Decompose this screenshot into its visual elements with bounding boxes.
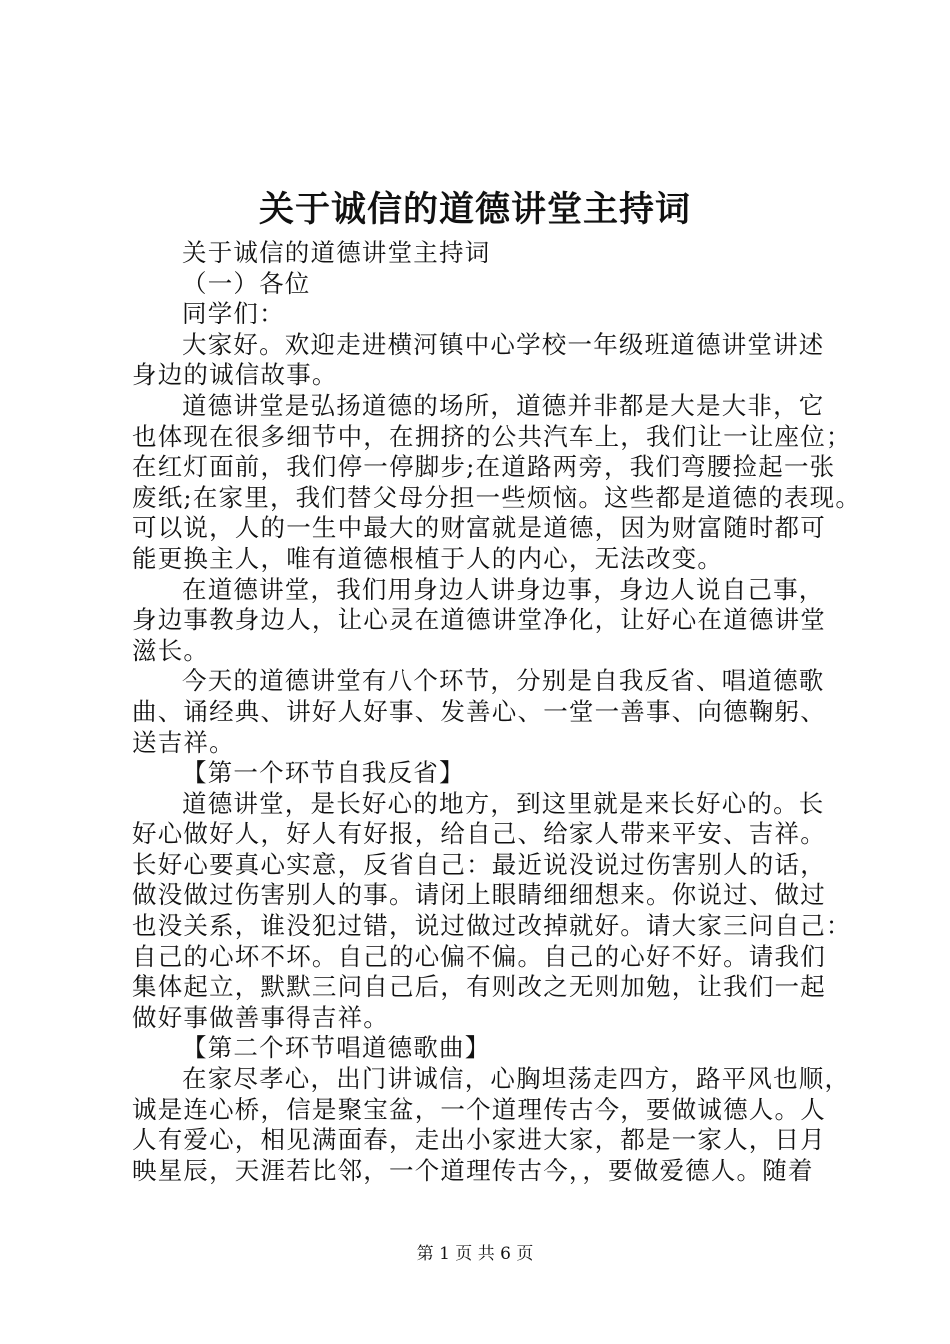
document-body — [132, 238, 862, 1186]
body-line: 诚是连心桥，信是聚宝盆，一个道理传古今，要做诚德人。人 — [132, 1094, 826, 1124]
body-line: 【第二个环节唱道德歌曲】 — [182, 1033, 491, 1063]
body-line: 能更换主人，唯有道德根植于人的内心，无法改变。 — [132, 543, 724, 573]
body-line: 关于诚信的道德讲堂主持词 — [182, 238, 491, 267]
body-line: 道德讲堂是弘扬道德的场所，道德并非都是大是大非，它 — [182, 390, 825, 420]
body-line: 也没关系，谁没犯过错，说过做过改掉就好。请大家三问自己： — [132, 911, 852, 941]
body-line: （一）各位 — [182, 268, 311, 298]
body-line: 在红灯面前，我们停一停脚步;在道路两旁，我们弯腰捡起一张 — [132, 452, 836, 482]
body-line: 在道德讲堂，我们用身边人讲身边事，身边人说自己事， — [182, 574, 825, 604]
body-line: 大家好。欢迎走进横河镇中心学校一年级班道德讲堂讲述 — [182, 329, 825, 359]
body-line: 集体起立，默默三问自己后，有则改之无则加勉，让我们一起 — [132, 972, 826, 1002]
page-footer: 第 1 页 共 6 页 — [416, 1244, 534, 1264]
body-line: 在家尽孝心，出门讲诚信，心胸坦荡走四方，路平风也顺， — [182, 1064, 851, 1094]
body-line: 道德讲堂，是长好心的地方，到这里就是来长好心的。长 — [182, 788, 825, 818]
body-line: 做好事做善事得吉祥。 — [132, 1002, 389, 1032]
body-line: 今天的道德讲堂有八个环节，分别是自我反省、唱道德歌 — [182, 666, 825, 696]
body-line: 人有爱心，相见满面春，走出小家进大家，都是一家人，日月 — [132, 1125, 826, 1155]
body-line: 同学们： — [182, 299, 285, 329]
body-line: 长好心要真心实意，反省自己：最近说没说过伤害别人的话， — [132, 849, 826, 879]
body-line: 曲、诵经典、讲好人好事、发善心、一堂一善事、向德鞠躬、 — [132, 696, 826, 726]
body-line: 好心做好人，好人有好报，给自己、给家人带来平安、吉祥。 — [132, 819, 826, 849]
body-line: 也体现在很多细节中，在拥挤的公共汽车上，我们让一让座位； — [132, 421, 852, 451]
body-line: 废纸;在家里，我们替父母分担一些烦恼。这些都是道德的表现。 — [132, 482, 862, 512]
body-line: 可以说，人的一生中最大的财富就是道德，因为财富随时都可 — [132, 513, 826, 543]
body-line: 身边的诚信故事。 — [132, 360, 338, 390]
document-title: 关于诚信的道德讲堂主持词 — [258, 189, 691, 230]
body-line: 身边事教身边人，让心灵在道德讲堂净化，让好心在道德讲堂 — [132, 605, 826, 635]
body-line: 送吉祥。 — [132, 727, 235, 757]
body-line: 自己的心坏不坏。自己的心偏不偏。自己的心好不好。请我们 — [132, 941, 826, 971]
body-line: 【第一个环节自我反省】 — [182, 758, 465, 788]
body-line: 滋长。 — [132, 635, 210, 665]
body-line: 映星辰，天涯若比邻，一个道理传古今，，要做爱德人。随着 — [132, 1155, 814, 1185]
body-line: 做没做过伤害别人的事。请闭上眼睛细细想来。你说过、做过 — [132, 880, 826, 910]
